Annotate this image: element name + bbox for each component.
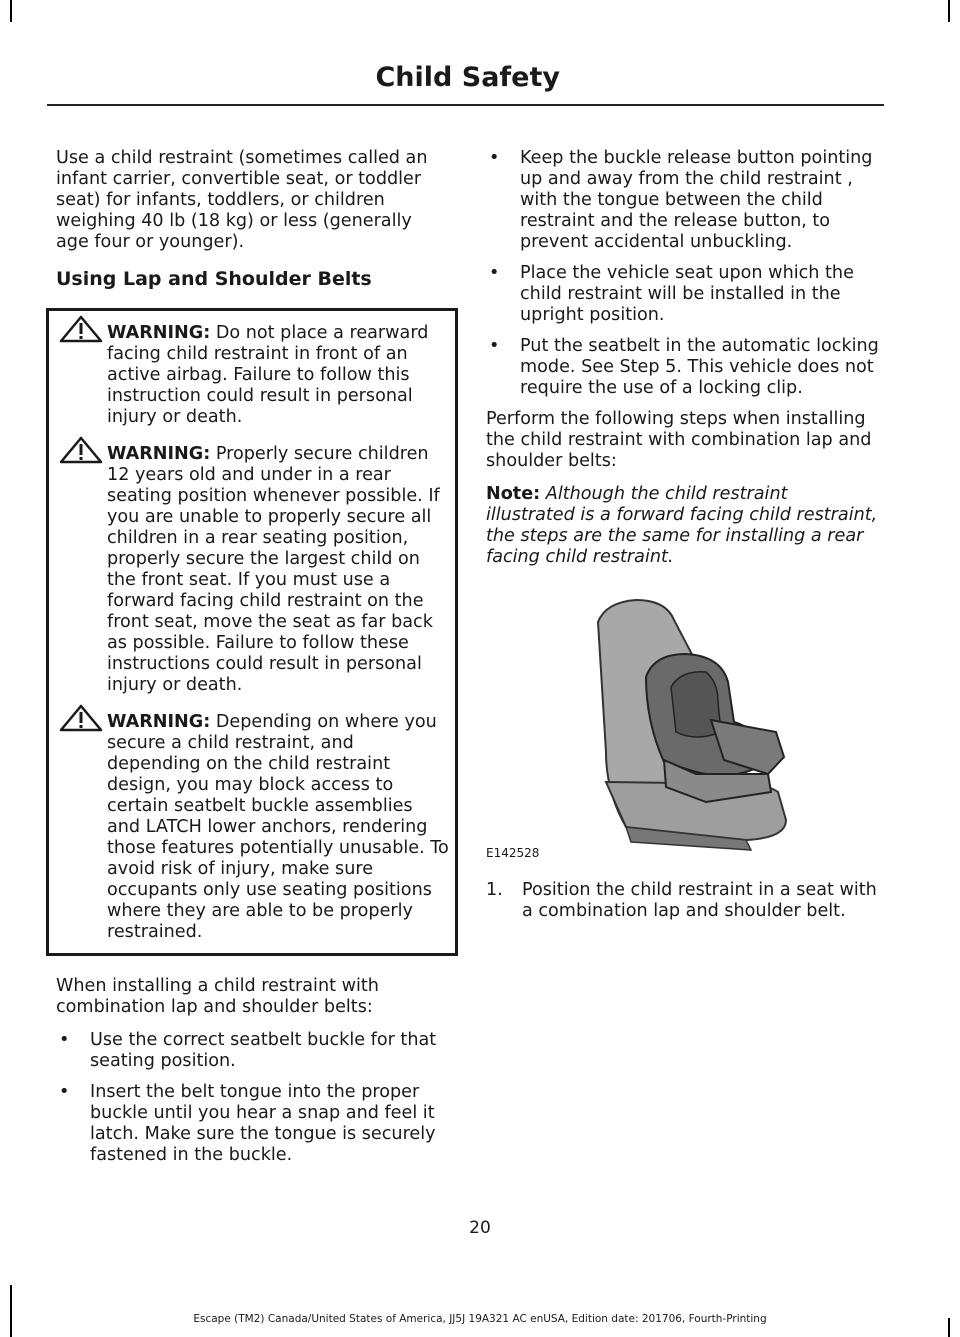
warning-text: Depending on where you secure a child restraint, and depending on the child restraint design, you may block access to certain seatbelt buckle assemblies and LATCH lower anchors, rendering those features potentially unusable. To avoid risk of injury, make sure occupants only use seating positions where they are able to be properly restrained. bbox=[107, 712, 449, 942]
list-item: • Put the seatbelt in the automatic locking mode. See Step 5. This vehicle does not require the use of a locking clip. bbox=[486, 336, 880, 399]
list-item: • Insert the belt tongue into the proper buckle until you hear a snap and feel it latch. Make sure the tongue is securely fastened in the buckle. bbox=[56, 1082, 448, 1166]
warning-1 bbox=[57, 323, 449, 428]
left-bullet-list bbox=[56, 1030, 448, 1166]
warning-text: Properly secure children 12 years old and under in a rear seating position whenever possible. If you are unable to properly secure all children in a rear seating position, properly secure the largest child on the front seat. If you must use a forward facing child restraint on the front seat, move the seat as far back as possible. Failure to follow these instructions could result in personal injury or death. bbox=[107, 444, 440, 695]
warning-triangle-icon bbox=[59, 436, 103, 464]
child-seat-figure bbox=[486, 592, 880, 862]
figure-code: E142528 bbox=[486, 846, 540, 860]
warning-label: WARNING: bbox=[107, 712, 211, 732]
warning-3 bbox=[57, 712, 449, 943]
warning-triangle-icon bbox=[59, 315, 103, 343]
note-label: Note: bbox=[486, 484, 541, 504]
child-seat-illustration bbox=[546, 592, 836, 852]
header-rule bbox=[47, 104, 884, 106]
warning-triangle-icon bbox=[59, 704, 103, 732]
steps-intro: Perform the following steps when installing the child restraint with combination lap and shoulder belts: bbox=[486, 409, 872, 471]
warning-text: Do not place a rearward facing child restraint in front of an active airbag. Failure to follow this instruction could result in personal injury or death. bbox=[107, 323, 429, 427]
page-number: 20 bbox=[469, 1218, 491, 1238]
step-number: 1. bbox=[486, 880, 503, 900]
footer-text: Escape (TM2) Canada/United States of America, JJ5J 19A321 AC enUSA, Edition date: 201706, Fourth-Printing bbox=[193, 1313, 767, 1325]
warning-2 bbox=[57, 444, 449, 696]
list-item: • Place the vehicle seat upon which the child restraint will be installed in the upright position. bbox=[486, 263, 880, 326]
note bbox=[486, 484, 880, 568]
warning-label: WARNING: bbox=[107, 444, 211, 464]
warning-box bbox=[46, 308, 458, 956]
crop-mark-top-left bbox=[10, 0, 12, 22]
step-text: Position the child restraint in a seat with a combination lap and shoulder belt. bbox=[522, 880, 877, 921]
install-intro: When installing a child restraint with combination lap and shoulder belts: bbox=[56, 976, 379, 1017]
intro-paragraph: Use a child restraint (sometimes called an infant carrier, convertible seat, or toddler seat) for infants, toddlers, or children weighing 40 lb (18 kg) or less (generally age four or younger). bbox=[56, 148, 428, 252]
crop-mark-top-right bbox=[948, 0, 950, 22]
left-column bbox=[56, 148, 448, 1176]
warning-label: WARNING: bbox=[107, 323, 211, 343]
list-item: • Keep the buckle release button pointing up and away from the child restraint , with the tongue between the child restraint and the release button, to prevent accidental unbuckling. bbox=[486, 148, 880, 253]
steps-list bbox=[486, 880, 880, 922]
page-title: Child Safety bbox=[375, 62, 560, 93]
list-item: • Use the correct seatbelt buckle for that seating position. bbox=[56, 1030, 448, 1072]
note-text: Although the child restraint illustrated is a forward facing child restraint, the steps are the same for installing a rear facing child restraint. bbox=[486, 484, 878, 567]
right-column bbox=[486, 148, 880, 922]
crop-mark-bottom-left bbox=[10, 1285, 12, 1337]
step-item bbox=[486, 880, 880, 922]
section-heading: Using Lap and Shoulder Belts bbox=[56, 268, 372, 290]
right-bullet-list bbox=[486, 148, 880, 399]
